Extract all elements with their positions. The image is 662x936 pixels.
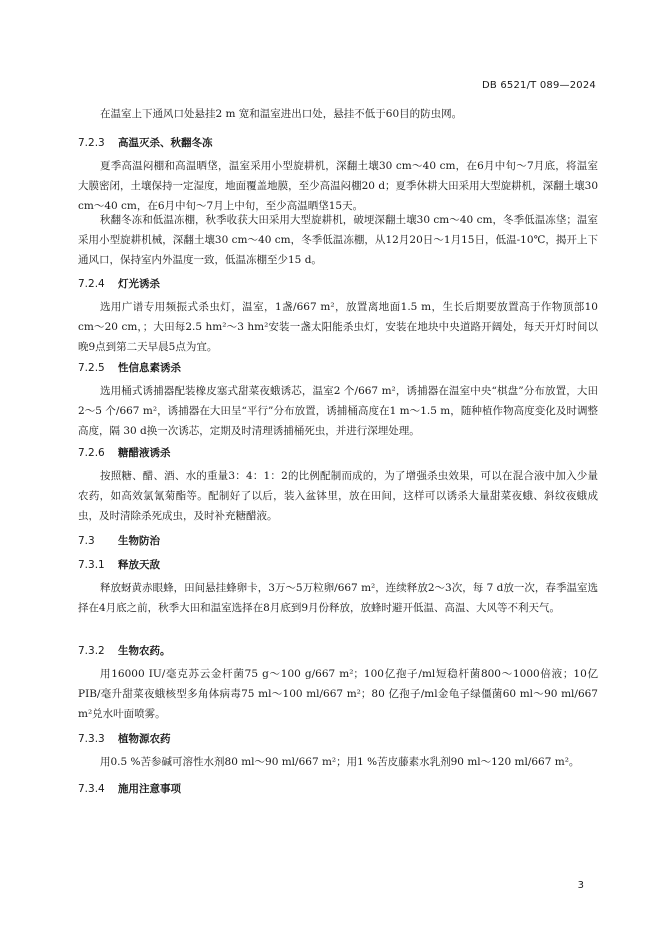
heading-number: 7.3.4 bbox=[78, 783, 105, 795]
heading-number: 7.2.5 bbox=[78, 362, 105, 374]
paragraph-bio-pesticides: 用16000 IU/毫克苏云金杆菌75 g～100 g/667 m²；100亿孢子/ml短稳杆菌800～1000倍液；10亿PIB/毫升甜菜夜蛾核型多角体病毒75 ml～100 ml/667 m²；80 亿孢子/ml金龟子绿僵菌60 ml～90 ml/667 m²兑水叶面喷雾。 bbox=[78, 668, 598, 720]
page-number: 3 bbox=[577, 880, 584, 891]
heading-7-3-4 bbox=[78, 781, 181, 797]
paragraph-natural-enemies: 释放蚜黄赤眼蜂，田间悬挂蜂卵卡，3万～5万粒卵/667 m²，连续释放2～3次，每 7 d放一次，春季温室选择在4月底之前，秋季大田和温室选择在8月底到9月份释放，放蜂时避开低温、高温、大风等不利天气。 bbox=[78, 582, 598, 614]
paragraph-winter-cold: 秋翻冬冻和低温冻棚，秋季收获大田采用大型旋耕机，破埂深翻土壤30 cm～40 cm，冬季低温冻垡；温室采用小型旋耕机械，深翻土壤30 cm～40 cm，冬季低温冻棚，从12月20日～1月15日，低温-10℃，揭开上下通风口，保持室内外温度一致，低温冻棚至少15 d。 bbox=[78, 214, 598, 266]
heading-number: 7.3.3 bbox=[78, 733, 105, 745]
heading-title: 生物农药。 bbox=[118, 645, 171, 657]
heading-number: 7.2.4 bbox=[78, 278, 105, 290]
heading-title: 释放天敌 bbox=[118, 559, 160, 571]
paragraph-screen: 在温室上下通风口处悬挂2 m 宽和温室进出口处，悬挂不低于60目的防虫网。 bbox=[100, 108, 463, 120]
paragraph-light-trap: 选用广谱专用频振式杀虫灯，温室，1盏/667 m²，放置离地面1.5 m，生长后期要放置高于作物顶部10 cm～20 cm，；大田每2.5 hm²～3 hm²安装一盏太阳能杀虫灯，安装在地块中央道路开阔处，每天开灯时间以晚9点到第二天早晨5点为宜。 bbox=[78, 301, 598, 353]
heading-title: 灯光诱杀 bbox=[118, 278, 160, 290]
heading-7-3 bbox=[78, 533, 160, 549]
heading-title: 植物源农药 bbox=[118, 733, 171, 745]
heading-7-3-3 bbox=[78, 731, 171, 747]
paragraph-pheromone: 选用桶式诱捕器配装橡皮塞式甜菜夜蛾诱芯，温室2 个/667 m²，诱捕器在温室中央“棋盘”分布放置，大田2～5 个/667 m²，诱捕器在大田呈“平行”分布放置，诱捕桶高度在1 m～1.5 m，随种植作物高度变化及时调整高度，隔 30 d换一次诱芯，定期及时清理诱捕桶死虫，并进行深埋处理。 bbox=[78, 385, 598, 437]
heading-title: 性信息素诱杀 bbox=[118, 362, 181, 374]
heading-7-2-5 bbox=[78, 360, 181, 376]
paragraph-summer-heat: 夏季高温闷棚和高温晒垡，温室采用小型旋耕机，深翻土壤30 cm～40 cm，在6月中旬～7月底，将温室大膜密闭，土壤保持一定湿度，地面覆盖地膜，至少高温闷棚20 d；夏季休耕大田采用大型旋耕机，深翻土壤30 cm～40 cm，在6月中旬～7月上中旬，至少高温晒垡15天。 bbox=[78, 160, 598, 212]
heading-number: 7.2.6 bbox=[78, 447, 105, 459]
heading-7-2-3 bbox=[78, 135, 213, 151]
heading-title: 高温灭杀、秋翻冬冻 bbox=[118, 137, 213, 149]
heading-7-3-2 bbox=[78, 643, 171, 659]
heading-number: 7.3 bbox=[78, 535, 95, 547]
heading-number: 7.2.3 bbox=[78, 137, 105, 149]
heading-title: 生物防治 bbox=[118, 535, 160, 547]
paragraph-sugar-vinegar: 按照糖、醋、酒、水的重量3：4：1：2的比例配制而成的，为了增强杀虫效果，可以在混合液中加入少量农药，如高效氯氰菊酯等。配制好了以后，装入盆钵里，放在田间，这样可以诱杀大量甜菜夜蛾、斜纹夜蛾成虫，及时清除杀死成虫，及时补充糖醋液。 bbox=[78, 470, 598, 522]
paragraph-botanical-pesticides: 用0.5 %苦参碱可溶性水剂80 ml～90 ml/667 m²；用1 %苦皮藤素水乳剂90 ml～120 ml/667 m²。 bbox=[100, 756, 580, 768]
heading-number: 7.3.2 bbox=[78, 645, 105, 657]
heading-7-3-1 bbox=[78, 557, 160, 573]
standard-code: DB 6521/T 089—2024 bbox=[482, 80, 596, 91]
heading-7-2-6 bbox=[78, 445, 171, 461]
heading-7-2-4 bbox=[78, 276, 160, 292]
heading-title: 糖醋液诱杀 bbox=[118, 447, 171, 459]
heading-number: 7.3.1 bbox=[78, 559, 105, 571]
heading-title: 施用注意事项 bbox=[118, 783, 181, 795]
